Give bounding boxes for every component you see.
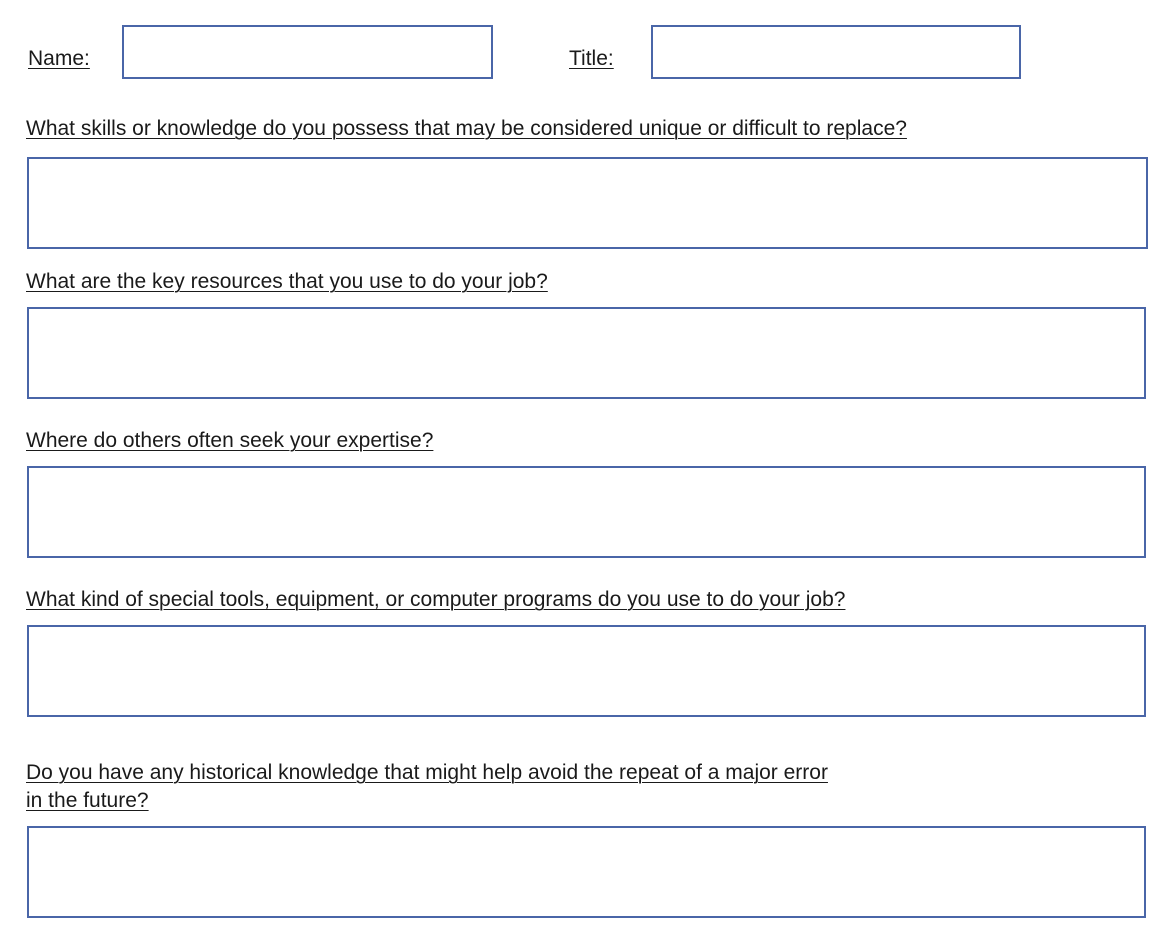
answer-1-input[interactable] bbox=[29, 159, 1146, 247]
answer-5-box[interactable] bbox=[27, 826, 1146, 918]
title-label: Title: bbox=[569, 47, 614, 70]
question-5-label-line-2: in the future? bbox=[26, 789, 149, 812]
answer-2-box[interactable] bbox=[27, 307, 1146, 399]
answer-4-input[interactable] bbox=[29, 627, 1144, 715]
question-4-label: What kind of special tools, equipment, or computer programs do you use to do your job? bbox=[26, 588, 846, 611]
question-1-label: What skills or knowledge do you possess that may be considered unique or difficult to replace? bbox=[26, 117, 907, 140]
title-field[interactable] bbox=[651, 25, 1021, 79]
answer-3-input[interactable] bbox=[29, 468, 1144, 556]
answer-2-input[interactable] bbox=[29, 309, 1144, 397]
question-3-label: Where do others often seek your expertise? bbox=[26, 429, 434, 452]
question-5-label-line-1: Do you have any historical knowledge that might help avoid the repeat of a major error bbox=[26, 761, 828, 784]
name-label: Name: bbox=[28, 47, 90, 70]
title-input[interactable] bbox=[653, 27, 1019, 77]
name-input[interactable] bbox=[124, 27, 491, 77]
answer-4-box[interactable] bbox=[27, 625, 1146, 717]
question-2-label: What are the key resources that you use to do your job? bbox=[26, 270, 548, 293]
answer-3-box[interactable] bbox=[27, 466, 1146, 558]
answer-5-input[interactable] bbox=[29, 828, 1144, 916]
name-field[interactable] bbox=[122, 25, 493, 79]
answer-1-box[interactable] bbox=[27, 157, 1148, 249]
